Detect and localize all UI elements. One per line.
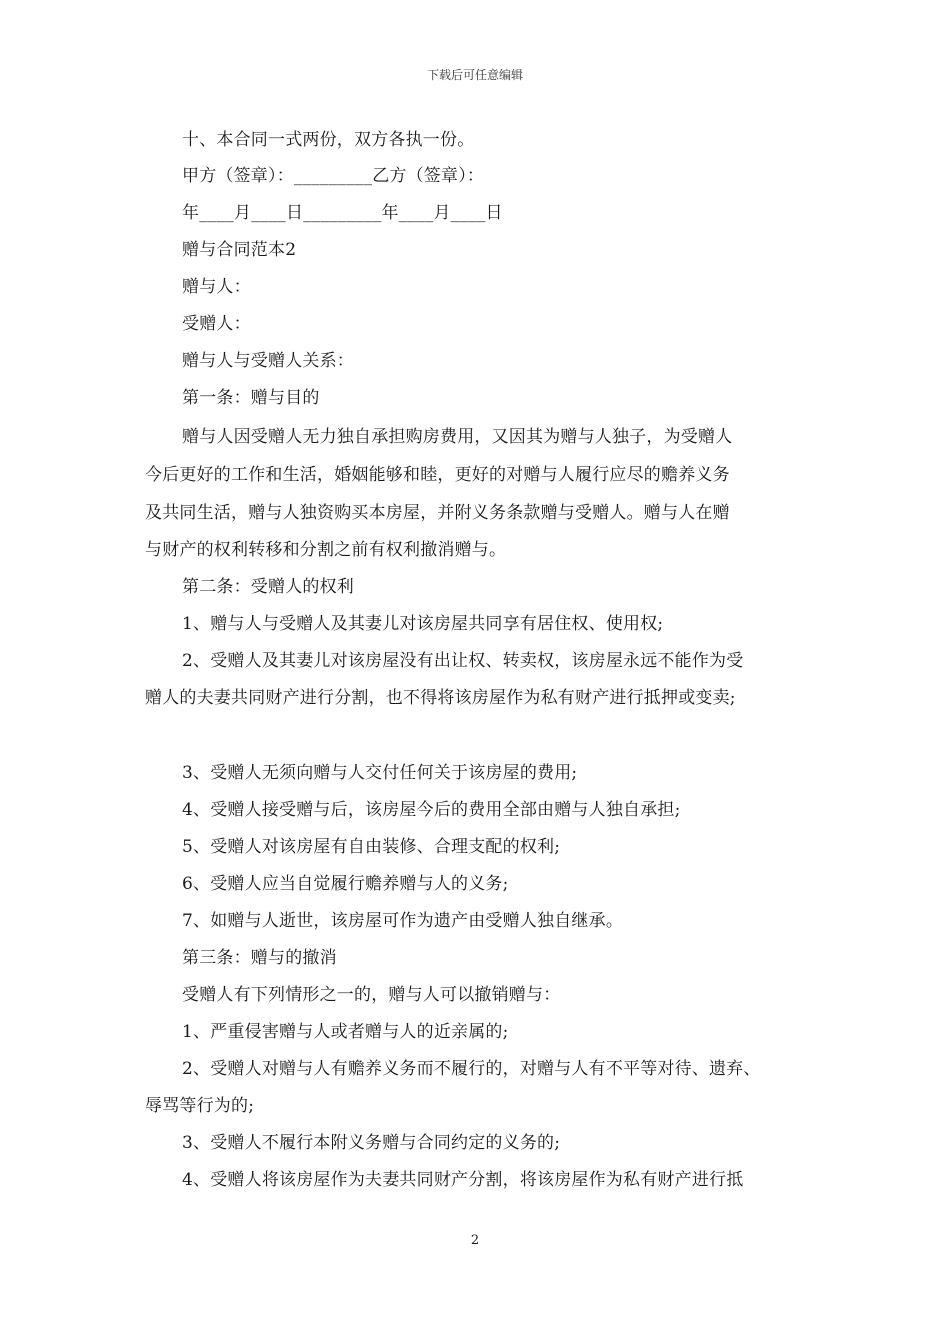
signature-line: 甲方（签章）：_________乙方（签章）： (182, 166, 485, 186)
article-one-heading: 第一条：赠与目的 (182, 388, 320, 408)
list-item: 3、受赠人不履行本附义务赠与合同约定的义务的; (182, 1133, 561, 1153)
relationship-field: 赠与人与受赠人关系： (182, 351, 354, 371)
donor-field: 赠与人： (182, 277, 251, 297)
list-item: 4、受赠人将该房屋作为夫妻共同财产分割，将该房屋作为私有财产进行抵 (182, 1170, 744, 1190)
list-item: 1、赠与人与受赠人及其妻儿对该房屋共同享有居住权、使用权; (182, 614, 664, 634)
paragraph-line: 赠与人因受赠人无力独自承担购房费用，又因其为赠与人独子，为受赠人 (182, 427, 733, 447)
page-number: 2 (470, 1233, 480, 1248)
list-item-continuation: 辱骂等行为的; (145, 1096, 255, 1116)
list-item: 1、严重侵害赠与人或者赠与人的近亲属的; (182, 1022, 509, 1042)
list-item: 4、受赠人接受赠与后，该房屋今后的费用全部由赠与人独自承担; (182, 800, 681, 820)
paragraph-line: 今后更好的工作和生活，婚姻能够和睦，更好的对赠与人履行应尽的赡养义务 (145, 465, 730, 485)
list-item: 7、如赠与人逝世，该房屋可作为遗产由受赠人独自继承。 (182, 911, 624, 931)
list-item-continuation: 赠人的夫妻共同财产进行分割，也不得将该房屋作为私有财产进行抵押或变卖; (145, 688, 736, 708)
list-item: 2、受赠人及其妻儿对该房屋没有出让权、转卖权，该房屋永远不能作为受 (182, 651, 744, 671)
list-item: 3、受赠人无须向赠与人交付任何关于该房屋的费用; (182, 763, 578, 783)
article-three-heading: 第三条：赠与的撤消 (182, 948, 337, 968)
header-note: 下载后可任意编辑 (426, 68, 523, 82)
paragraph-line: 受赠人有下列情形之一的，赠与人可以撤销赠与： (182, 985, 561, 1005)
article-two-heading: 第二条：受赠人的权利 (182, 577, 354, 597)
clause-ten: 十、本合同一式两份，双方各执一份。 (182, 130, 475, 150)
list-item: 6、受赠人应当自觉履行赡养赠与人的义务; (182, 874, 509, 894)
date-line: 年____月____日_________年____月____日 (182, 203, 503, 223)
section-title: 赠与合同范本2 (182, 240, 297, 260)
paragraph-line: 与财产的权利转移和分割之前有权利撤消赠与。 (145, 540, 507, 560)
list-item: 2、受赠人对赠与人有赡养义务而不履行的，对赠与人有不平等对待、遗弃、 (182, 1059, 761, 1079)
list-item: 5、受赠人对该房屋有自由装修、合理支配的权利; (182, 837, 561, 857)
recipient-field: 受赠人： (182, 314, 251, 334)
paragraph-line: 及共同生活，赠与人独资购买本房屋，并附义务条款赠与受赠人。赠与人在赠 (145, 503, 730, 523)
